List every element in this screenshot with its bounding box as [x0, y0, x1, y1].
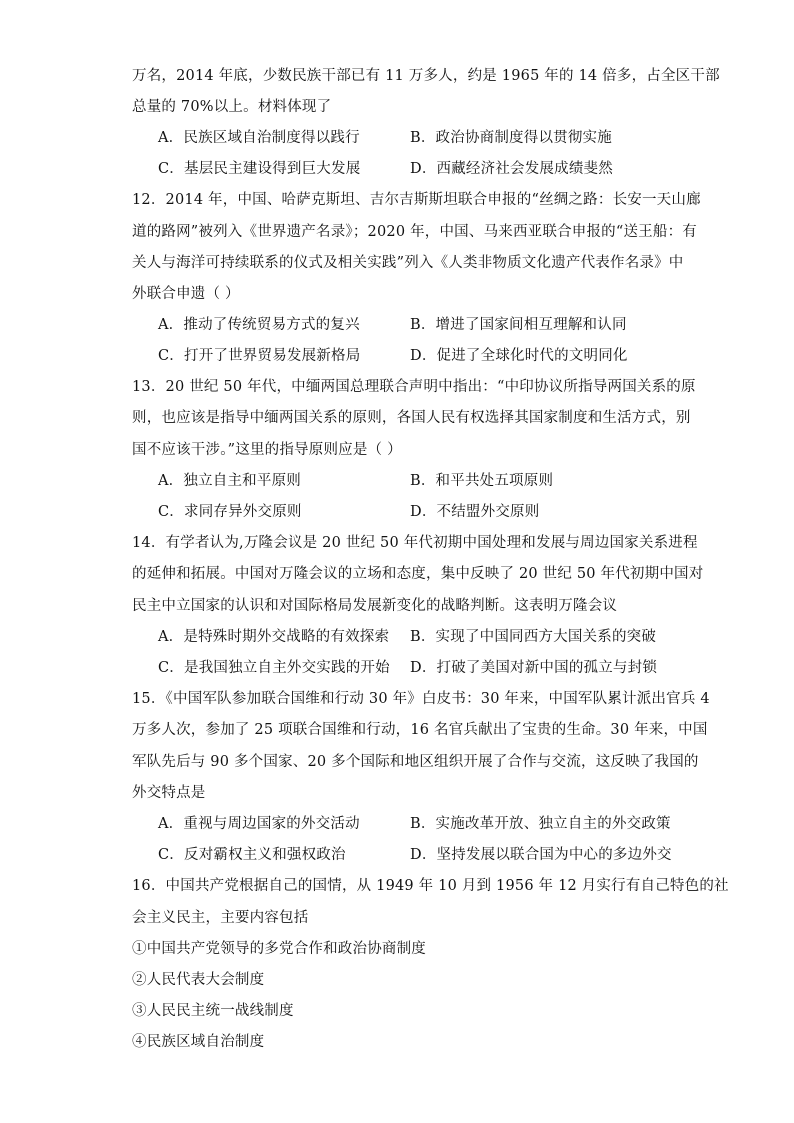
q12-option-b[interactable]: B．增进了国家间相互理解和认同	[410, 317, 627, 333]
q13-option-c[interactable]: C．求同存异外交原则	[158, 504, 302, 520]
q15-line-1: 15．《中国军队参加联合国维和行动 30 年》白皮书：30 年来，中国军队累计派出官兵 4	[132, 691, 710, 707]
q11-line-2: 总量的 70%以上。材料体现了	[132, 99, 332, 115]
q15-option-c[interactable]: C．反对霸权主义和强权政治	[158, 847, 346, 863]
q11-option-a[interactable]: A．民族区域自治制度得以践行	[158, 130, 360, 146]
q14-option-d[interactable]: D．打破了美国对新中国的孤立与封锁	[410, 660, 658, 676]
q15-option-d[interactable]: D．坚持发展以联合国为中心的多边外交	[410, 847, 672, 863]
q12-line-1: 12．2014 年，中国、哈萨克斯坦、吉尔吉斯斯坦联合申报的“丝绸之路：长安一天山廊	[132, 192, 701, 208]
q12-option-d[interactable]: D．促进了全球化时代的文明同化	[410, 348, 628, 364]
q12-option-c[interactable]: C．打开了世界贸易发展新格局	[158, 348, 361, 364]
q13-line-3: 国不应该干涉。”这里的指导原则应是（ ）	[132, 442, 402, 458]
q13-option-b[interactable]: B．和平共处五项原则	[410, 473, 554, 489]
q16-item-4: ④民族区域自治制度	[132, 1034, 265, 1050]
q14-line-3: 民主中立国家的认识和对国际格局发展新变化的战略判断。这表明万隆会议	[132, 598, 618, 614]
q12-option-a[interactable]: A．推动了传统贸易方式的复兴	[158, 317, 360, 333]
q14-option-a[interactable]: A．是特殊时期外交战略的有效探索	[158, 629, 390, 645]
q13-line-1: 13．20 世纪 50 年代，中缅两国总理联合声明中指出：“中印协议所指导两国关系的原	[132, 379, 696, 395]
q14-option-b[interactable]: B．实现了中国同西方大国关系的突破	[410, 629, 657, 645]
q11-line-1: 万名，2014 年底，少数民族干部已有 11 万多人，约是 1965 年的 14 倍多，占全区干部	[132, 68, 720, 84]
q16-item-1: ①中国共产党领导的多党合作和政治协商制度	[132, 941, 426, 957]
q15-line-3: 军队先后与 90 多个国家、20 多个国际和地区组织开展了合作与交流，这反映了我国的	[132, 754, 699, 770]
q16-line-1: 16．中国共产党根据自己的国情，从 1949 年 10 月到 1956 年 12 月实行有自己特色的社	[132, 878, 729, 894]
q12-line-3: 关人与海洋可持续联系的仪式及相关实践”列入《人类非物质文化遗产代表作名录》中	[132, 255, 684, 271]
q16-item-3: ③人民民主统一战线制度	[132, 1003, 294, 1019]
q14-line-1: 14．有学者认为,万隆会议是 20 世纪 50 年代初期中国处理和发展与周边国家关系进程	[132, 535, 698, 551]
q13-line-2: 则，也应该是指导中缅两国关系的原则，各国人民有权选择其国家制度和生活方式，别	[132, 410, 691, 426]
q16-line-2: 会主义民主，主要内容包括	[132, 910, 309, 926]
q13-option-a[interactable]: A．独立自主和平原则	[158, 473, 301, 489]
q12-line-2: 道的路网”被列入《世界遗产名录》；2020 年，中国、马来西亚联合申报的“送王船：有	[132, 224, 697, 240]
q11-option-d[interactable]: D．西藏经济社会发展成绩斐然	[410, 161, 613, 177]
q13-option-d[interactable]: D．不结盟外交原则	[410, 504, 540, 520]
q15-line-4: 外交特点是	[132, 785, 206, 801]
q12-line-4: 外联合申遗（ ）	[132, 286, 240, 302]
q11-option-b[interactable]: B．政治协商制度得以贯彻实施	[410, 130, 612, 146]
q14-option-c[interactable]: C．是我国独立自主外交实践的开始	[158, 660, 390, 676]
q16-item-2: ②人民代表大会制度	[132, 972, 265, 988]
q15-line-2: 万多人次，参加了 25 项联合国维和行动，16 名官兵献出了宝贵的生命。30 年来，中国	[132, 722, 708, 738]
q14-line-2: 的延伸和拓展。中国对万隆会议的立场和态度，集中反映了 20 世纪 50 年代初期中国对	[132, 566, 704, 582]
q11-option-c[interactable]: C．基层民主建设得到巨大发展	[158, 161, 361, 177]
q15-option-a[interactable]: A．重视与周边国家的外交活动	[158, 816, 360, 832]
q15-option-b[interactable]: B．实施改革开放、独立自主的外交政策	[410, 816, 671, 832]
